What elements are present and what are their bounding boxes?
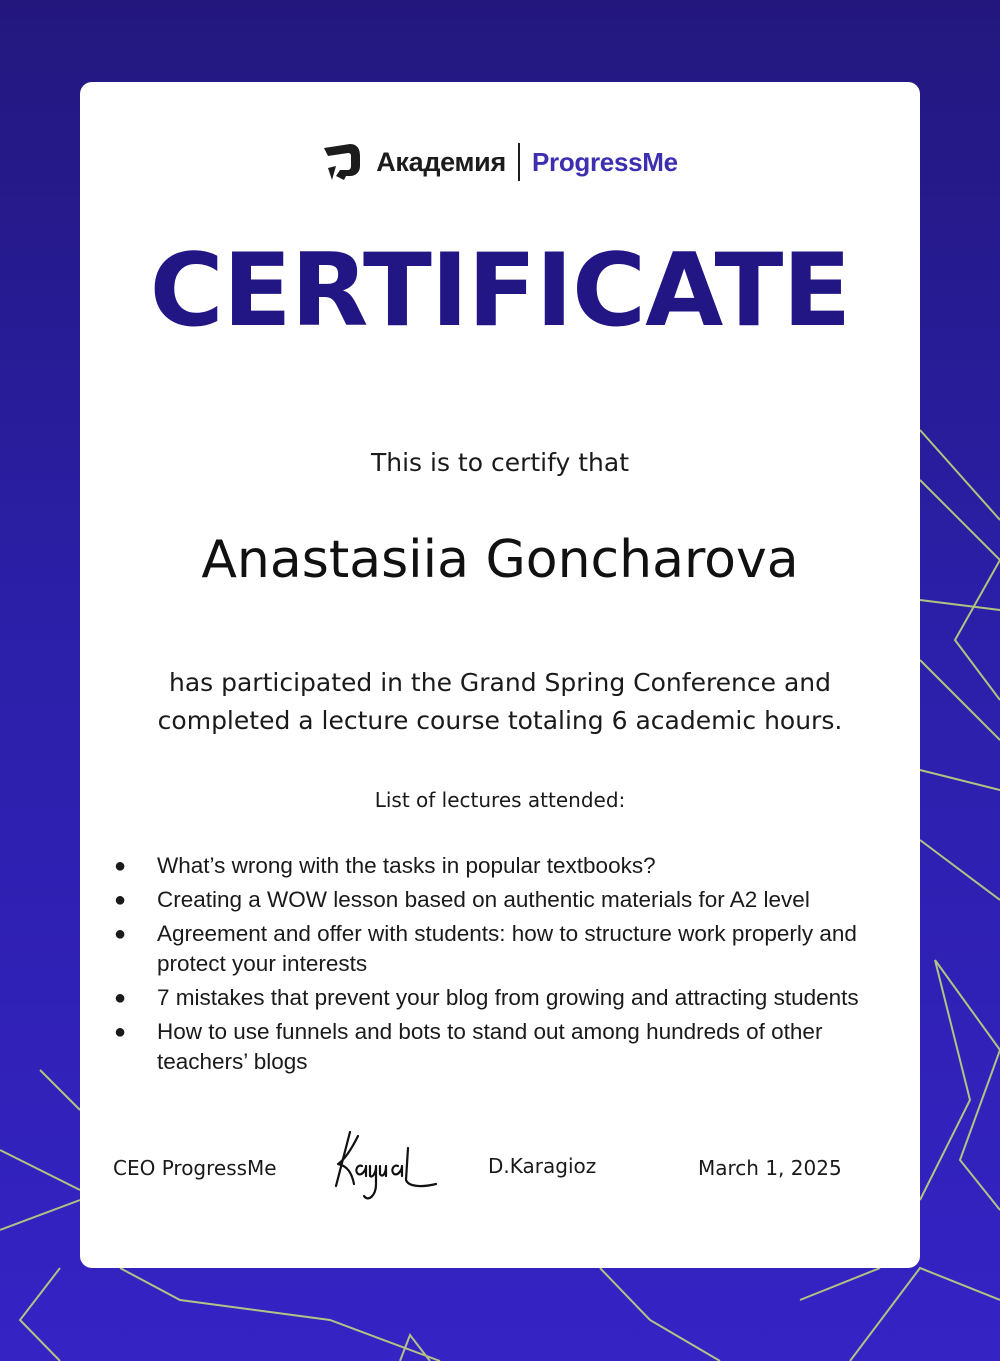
lecture-title: Agreement and offer with students: how to structure work properly and protect your interests <box>157 921 857 976</box>
list-item <box>112 885 902 915</box>
logo-divider <box>518 143 520 181</box>
logo-progressme-text: ProgressMe <box>531 146 678 177</box>
bullet-icon: ● <box>114 889 127 911</box>
lectures-heading: List of lectures attended: <box>374 788 626 812</box>
lecture-title: 7 mistakes that prevent your blog from growing and attracting students <box>157 985 859 1010</box>
description <box>140 664 860 740</box>
bullet-icon: ● <box>114 855 127 877</box>
lecture-title: Creating a WOW lesson based on authentic materials for A2 level <box>157 887 810 912</box>
certificate-date: March 1, 2025 <box>698 1156 842 1180</box>
logo-akademia-text: Академия <box>376 146 506 177</box>
list-item <box>112 851 902 881</box>
signer-role: CEO ProgressMe <box>113 1156 277 1180</box>
handwritten-signature <box>328 1126 446 1206</box>
certificate-card <box>80 82 920 1268</box>
lecture-title: How to use funnels and bots to stand out among hundreds of other teachers’ blogs <box>157 1019 823 1074</box>
bullet-icon: ● <box>114 987 127 1009</box>
certificate-title: CERTIFICATE <box>149 231 851 349</box>
bullet-icon: ● <box>114 1021 127 1043</box>
lecture-title: What’s wrong with the tasks in popular textbooks? <box>157 853 656 878</box>
list-item <box>112 1017 902 1077</box>
bullet-icon: ● <box>114 923 127 945</box>
academy-logo-icon <box>322 142 362 182</box>
signer-name: D.Karagioz <box>488 1154 597 1178</box>
list-item <box>112 919 902 979</box>
description-line-2: completed a lecture course totaling 6 academic hours. <box>157 706 843 735</box>
description-line-1: has participated in the Grand Spring Conference and <box>168 668 832 697</box>
recipient-name: Anastasiia Goncharova <box>201 530 799 590</box>
lecture-list <box>112 851 902 1081</box>
certify-line: This is to certify that <box>370 448 630 477</box>
list-item <box>112 983 902 1013</box>
logo <box>80 142 920 182</box>
signature-row <box>80 1150 920 1210</box>
